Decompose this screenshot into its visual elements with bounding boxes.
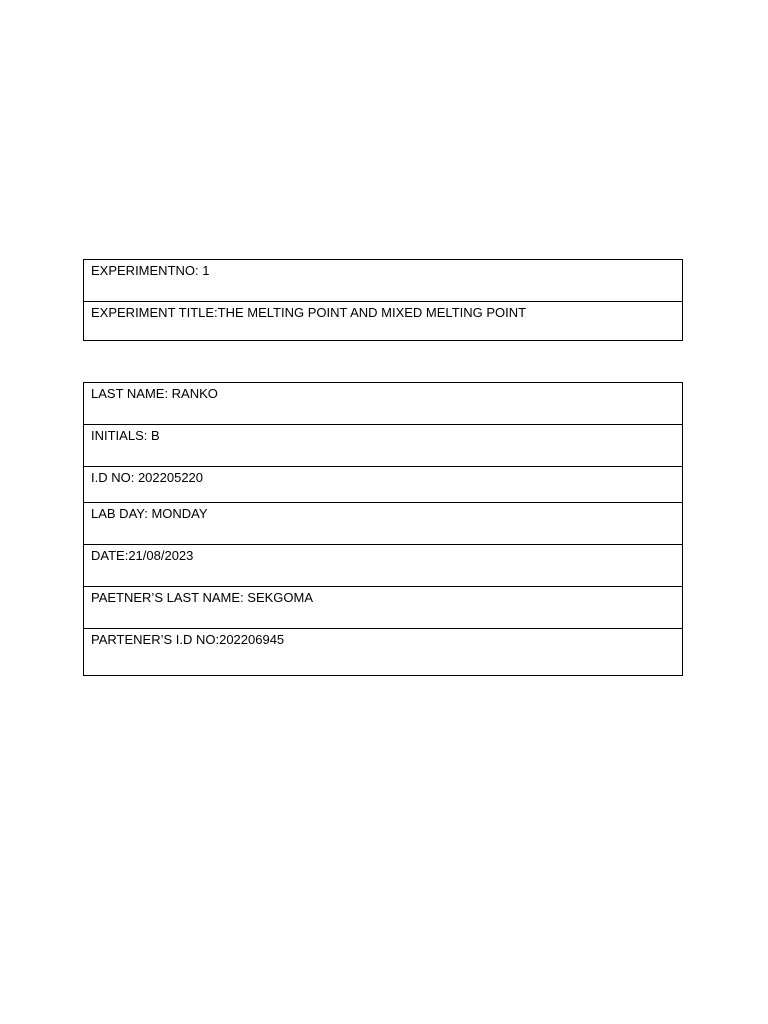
student-info-table — [83, 382, 683, 676]
partner-last-name-cell: PAETNER’S LAST NAME: SEKGOMA — [84, 587, 682, 629]
id-number-cell: I.D NO: 202205220 — [84, 467, 682, 503]
experiment-number-cell: EXPERIMENTNO: 1 — [84, 260, 682, 302]
lab-day-cell: LAB DAY: MONDAY — [84, 503, 682, 545]
date-cell: DATE:21/08/2023 — [84, 545, 682, 587]
partner-id-number-cell: PARTENER’S I.D NO:202206945 — [91, 632, 285, 647]
experiment-title-cell: EXPERIMENT TITLE:THE MELTING POINT AND MIXED MELTING POINT — [91, 305, 527, 320]
experiment-info-table — [83, 259, 683, 341]
initials-cell: INITIALS: B — [84, 425, 682, 467]
last-name-cell: LAST NAME: RANKO — [84, 383, 682, 425]
